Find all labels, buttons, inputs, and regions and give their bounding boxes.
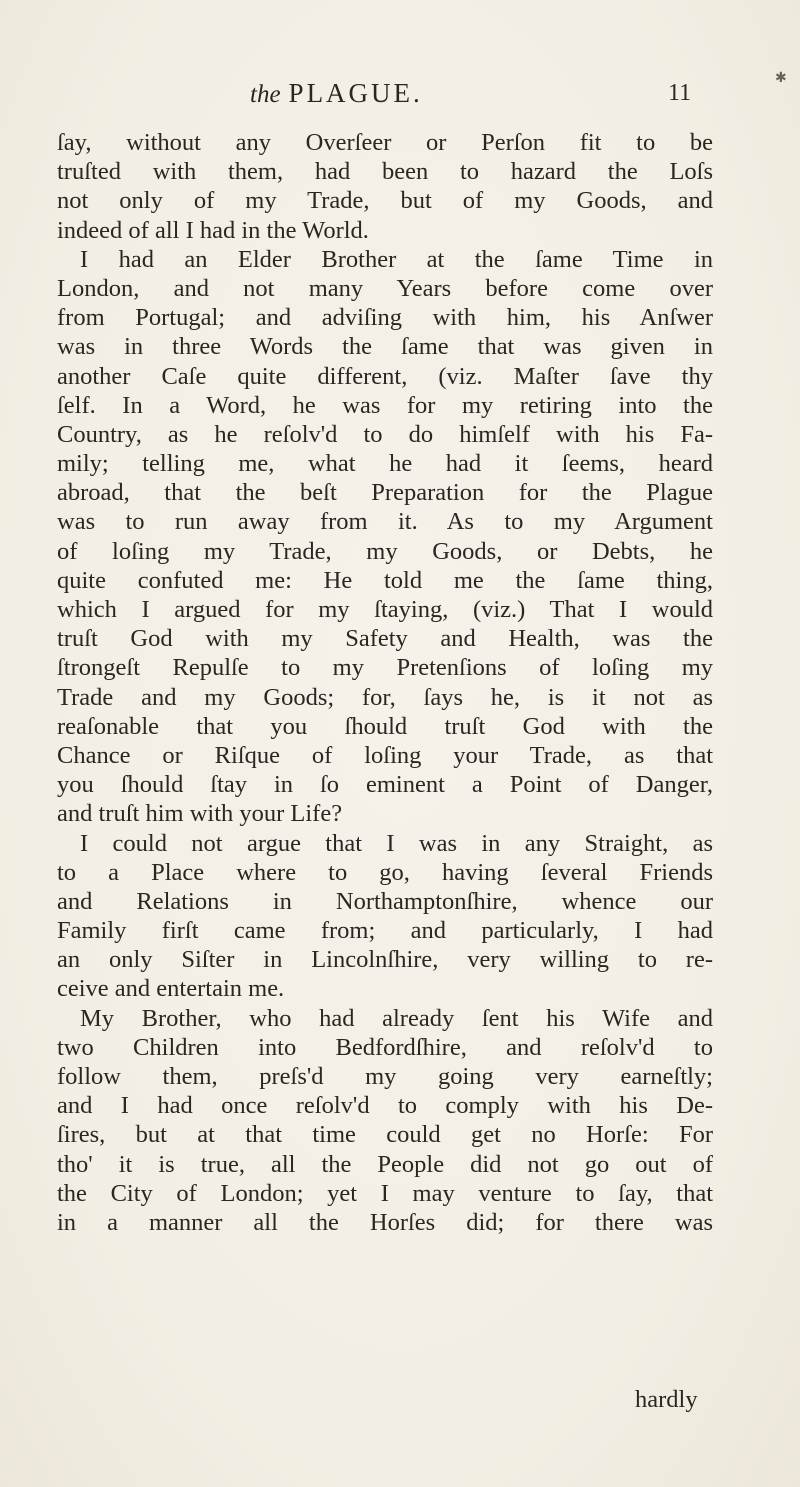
text-line: ſelf. In a Word, he was for my retiring into the (57, 391, 713, 419)
catchword: hardly (635, 1386, 698, 1413)
text-line: and I had once reſolv'd to comply with his De- (57, 1092, 713, 1120)
text-line: the City of London; yet I may venture to ſay, that (57, 1179, 713, 1207)
text-line: ceive and entertain me. (57, 975, 285, 1003)
text-line: I could not argue that I was in any Straight, as (80, 829, 713, 857)
text-line: tho' it is true, all the People did not go out of (57, 1150, 713, 1178)
margin-mark: ✱ (775, 71, 787, 86)
text-line: was in three Words the ſame that was given in (57, 333, 713, 361)
text-line: from Portugal; and adviſing with him, his Anſwer (57, 304, 713, 332)
running-head-italic: the (250, 81, 281, 108)
body-text (57, 128, 713, 1237)
text-line: and Relations in Northamptonſhire, whence our (57, 887, 713, 915)
text-line: truſt God with my Safety and Health, was the (57, 625, 713, 653)
text-line: an only Siſter in Lincolnſhire, very willing to re- (57, 946, 713, 974)
text-line: reaſonable that you ſhould truſt God with the (57, 712, 713, 740)
text-line: to a Place where to go, having ſeveral Friends (57, 858, 713, 886)
text-line: quite confuted me: He told me the ſame thing, (57, 566, 713, 594)
running-head (0, 78, 800, 118)
text-line: London, and not many Years before come over (57, 274, 713, 302)
running-head-text: PLAGUE. (288, 78, 423, 108)
text-line: Trade and my Goods; for, ſays he, is it not as (57, 683, 713, 711)
text-line: indeed of all I had in the World. (57, 216, 369, 244)
text-line: which I argued for my ſtaying, (viz.) That I would (57, 596, 713, 623)
text-line: in a manner all the Horſes did; for there was (57, 1208, 713, 1236)
page-number: 11 (668, 80, 692, 106)
text-line: I had an Elder Brother at the ſame Time in (80, 245, 713, 273)
text-line: you ſhould ſtay in ſo eminent a Point of Danger, (57, 771, 713, 799)
text-line: was to run away from it. As to my Argument (57, 508, 713, 536)
text-line: My Brother, who had already ſent his Wife and (80, 1004, 713, 1032)
text-line: Country, as he reſolv'd to do himſelf with his Fa- (57, 420, 713, 448)
running-head-title (250, 78, 423, 109)
text-line: Family firſt came from; and particularly, I had (57, 917, 713, 945)
text-line: Chance or Riſque of loſing your Trade, as that (57, 741, 713, 769)
text-line: ſires, but at that time could get no Horſe: For (57, 1121, 713, 1149)
text-line: two Children into Bedfordſhire, and reſolv'd to (57, 1033, 713, 1061)
text-line: abroad, that the beſt Preparation for the Plague (57, 479, 713, 507)
text-line: not only of my Trade, but of my Goods, and (57, 187, 713, 215)
text-line: ſay, without any Overſeer or Perſon fit to be (57, 129, 713, 156)
text-line: truſted with them, had been to hazard the Loſs (57, 158, 713, 186)
text-line: of loſing my Trade, my Goods, or Debts, he (57, 537, 713, 565)
text-line: ſtrongeſt Repulſe to my Pretenſions of loſing my (57, 654, 713, 682)
text-line: mily; telling me, what he had it ſeems, heard (57, 450, 713, 478)
text-line: follow them, preſs'd my going very earneſtly; (57, 1063, 713, 1090)
text-line: another Caſe quite different, (viz. Maſter ſave thy (57, 362, 713, 390)
text-line: and truſt him with your Life? (57, 800, 343, 828)
